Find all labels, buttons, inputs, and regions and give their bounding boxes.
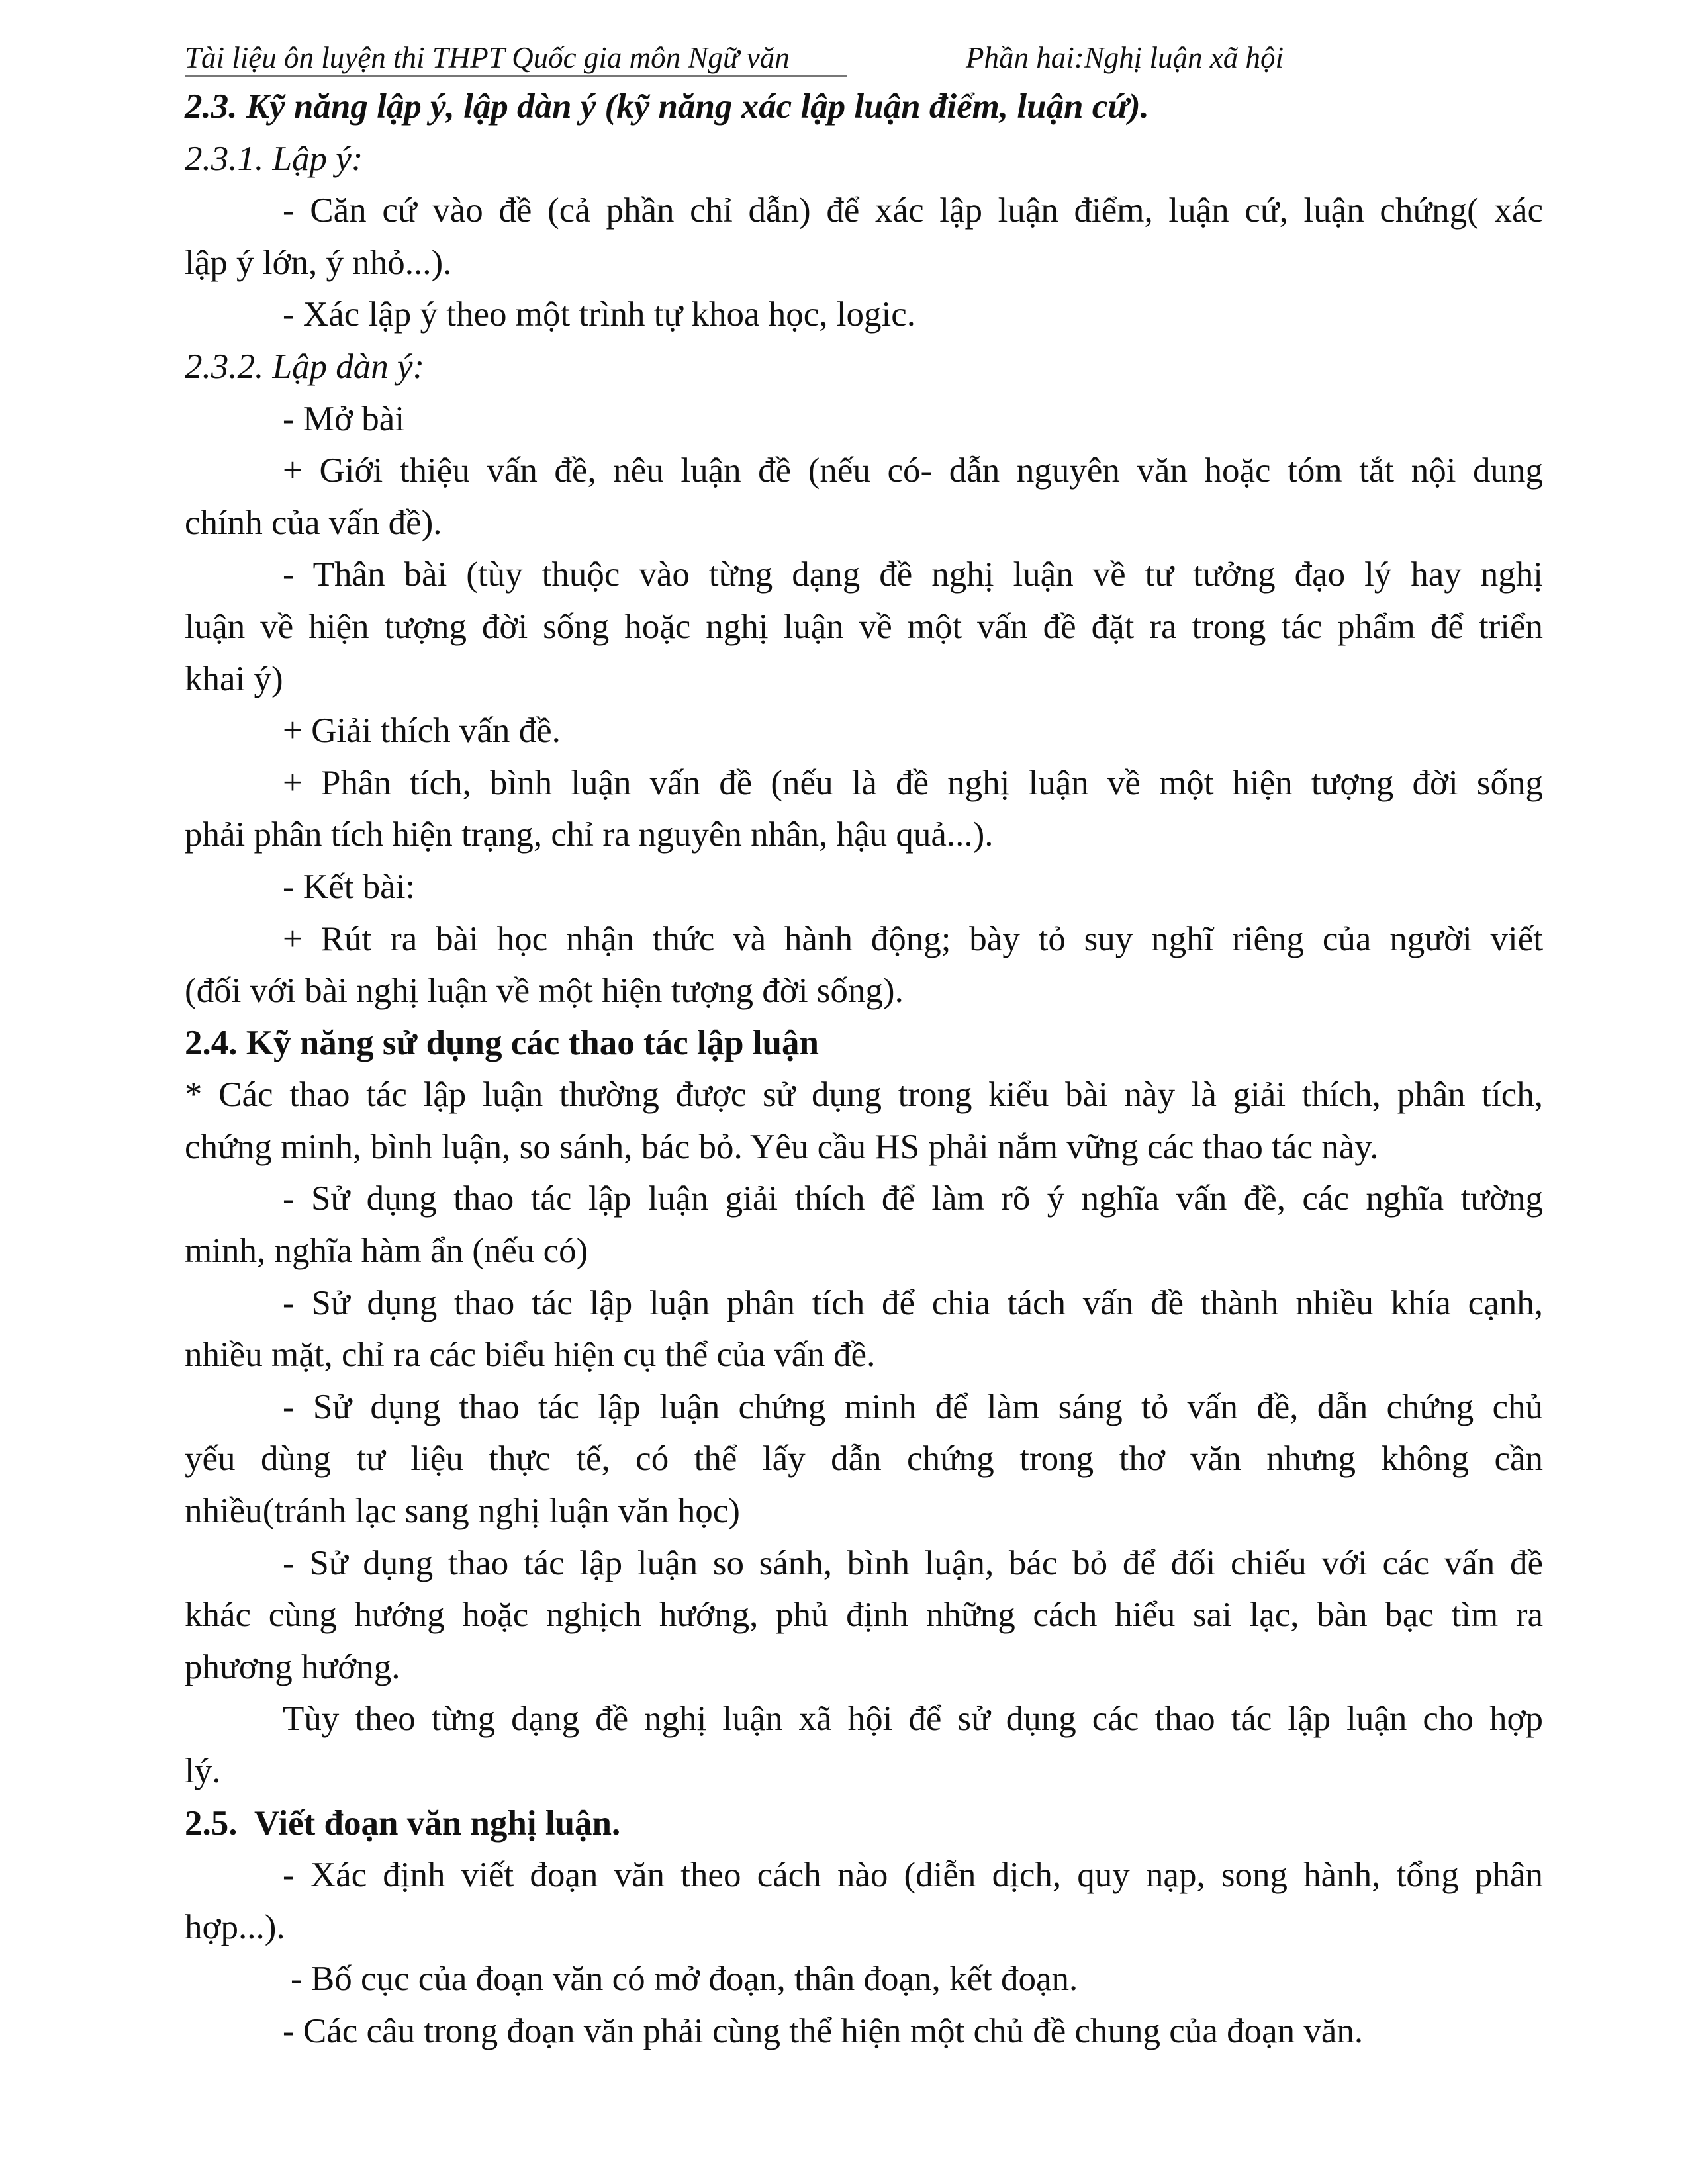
header-left: Tài liệu ôn luyện thi THPT Quốc gia môn Ngữ văn [185, 41, 790, 74]
subheading-2-3-1: 2.3.1. Lập ý: [185, 139, 363, 178]
paragraph-line: - Sử dụng thao tác lập luận chứng minh để làm sáng tỏ vấn đề, dẫn chứng chủ [283, 1387, 1543, 1426]
paragraph-line: hợp...). [185, 1907, 285, 1946]
paragraph-line: + Giới thiệu vấn đề, nêu luận đề (nếu có- dẫn nguyên văn hoặc tóm tắt nội dung [283, 451, 1543, 490]
paragraph-line: - Sử dụng thao tác lập luận phân tích để chia tách vấn đề thành nhiều khía cạnh, [283, 1283, 1543, 1322]
section-heading-2-4: 2.4. Kỹ năng sử dụng các thao tác lập luận [185, 1023, 820, 1062]
paragraph-line: luận về hiện tượng đời sống hoặc nghị luận về một vấn đề đặt ra trong tác phẩm để triển [185, 607, 1543, 646]
paragraph-line: * Các thao tác lập luận thường được sử dụng trong kiểu bài này là giải thích, phân tích, [185, 1075, 1543, 1115]
paragraph-line: - Các câu trong đoạn văn phải cùng thể hiện một chủ đề chung của đoạn văn. [283, 2011, 1364, 2050]
paragraph-line: + Phân tích, bình luận vấn đề (nếu là đề nghị luận về một hiện tượng đời sống [283, 763, 1543, 802]
running-header [185, 34, 1543, 81]
section-heading-2-5: 2.5. Viết đoạn văn nghị luận. [185, 1803, 621, 1843]
paragraph-line: khác cùng hướng hoặc nghịch hướng, phủ định những cách hiểu sai lạc, bàn bạc tìm ra [185, 1596, 1543, 1635]
paragraph-line: - Sử dụng thao tác lập luận giải thích để làm rõ ý nghĩa vấn đề, các nghĩa tường [283, 1179, 1543, 1218]
paragraph-line: nhiều mặt, chỉ ra các biểu hiện cụ thể của vấn đề. [185, 1336, 876, 1375]
paragraph-line: chứng minh, bình luận, so sánh, bác bỏ. Yêu cầu HS phải nắm vững các thao tác này. [185, 1127, 1379, 1166]
paragraph-line: phải phân tích hiện trạng, chỉ ra nguyên nhân, hậu quả...). [185, 815, 994, 854]
section-heading-2-3: 2.3. Kỹ năng lập ý, lập dàn ý (kỹ năng xác lập luận điểm, luận cứ). [185, 87, 1149, 126]
paragraph-line: yếu dùng tư liệu thực tế, có thể lấy dẫn chứng trong thơ văn nhưng không cần [185, 1439, 1543, 1479]
paragraph-line: phương hướng. [185, 1647, 400, 1686]
paragraph-line: - Sử dụng thao tác lập luận so sánh, bình luận, bác bỏ để đối chiếu với các vấn đề [283, 1543, 1543, 1582]
header-right: Phần hai:Nghị luận xã hội [966, 41, 1284, 74]
paragraph-line: - Kết bài: [283, 867, 416, 906]
paragraph-line: minh, nghĩa hàm ẩn (nếu có) [185, 1232, 588, 1271]
document-page [185, 34, 1543, 2058]
paragraph-line: - Xác lập ý theo một trình tự khoa học, logic. [283, 295, 915, 334]
paragraph-line: - Bố cục của đoạn văn có mở đoạn, thân đoạn, kết đoạn. [291, 1960, 1078, 1999]
paragraph-line: - Mở bài [283, 399, 405, 438]
paragraph-line: chính của vấn đề). [185, 503, 442, 542]
header-rule [185, 75, 847, 77]
paragraph-line: + Giải thích vấn đề. [283, 711, 561, 751]
paragraph-line: + Rút ra bài học nhận thức và hành động; bày tỏ suy nghĩ riêng của người viết [283, 919, 1543, 958]
paragraph-line: - Căn cứ vào đề (cả phần chỉ dẫn) để xác lập luận điểm, luận cứ, luận chứng( xác [283, 191, 1543, 230]
paragraph-line: khai ý) [185, 659, 283, 698]
paragraph-line: Tùy theo từng dạng đề nghị luận xã hội để sử dụng các thao tác lập luận cho hợp [283, 1700, 1543, 1739]
paragraph-line: - Thân bài (tùy thuộc vào từng dạng đề nghị luận về tư tưởng đạo lý hay nghị [283, 555, 1543, 594]
subheading-2-3-2: 2.3.2. Lập dàn ý: [185, 347, 425, 386]
paragraph-line: (đối với bài nghị luận về một hiện tượng đời sống). [185, 972, 904, 1011]
paragraph-line: lập ý lớn, ý nhỏ...). [185, 243, 452, 282]
paragraph-line: lý. [185, 1752, 221, 1790]
paragraph-line: - Xác định viết đoạn văn theo cách nào (diễn dịch, quy nạp, song hành, tổng phân [283, 1856, 1543, 1895]
paragraph-line: nhiều(tránh lạc sang nghị luận văn học) [185, 1492, 740, 1531]
